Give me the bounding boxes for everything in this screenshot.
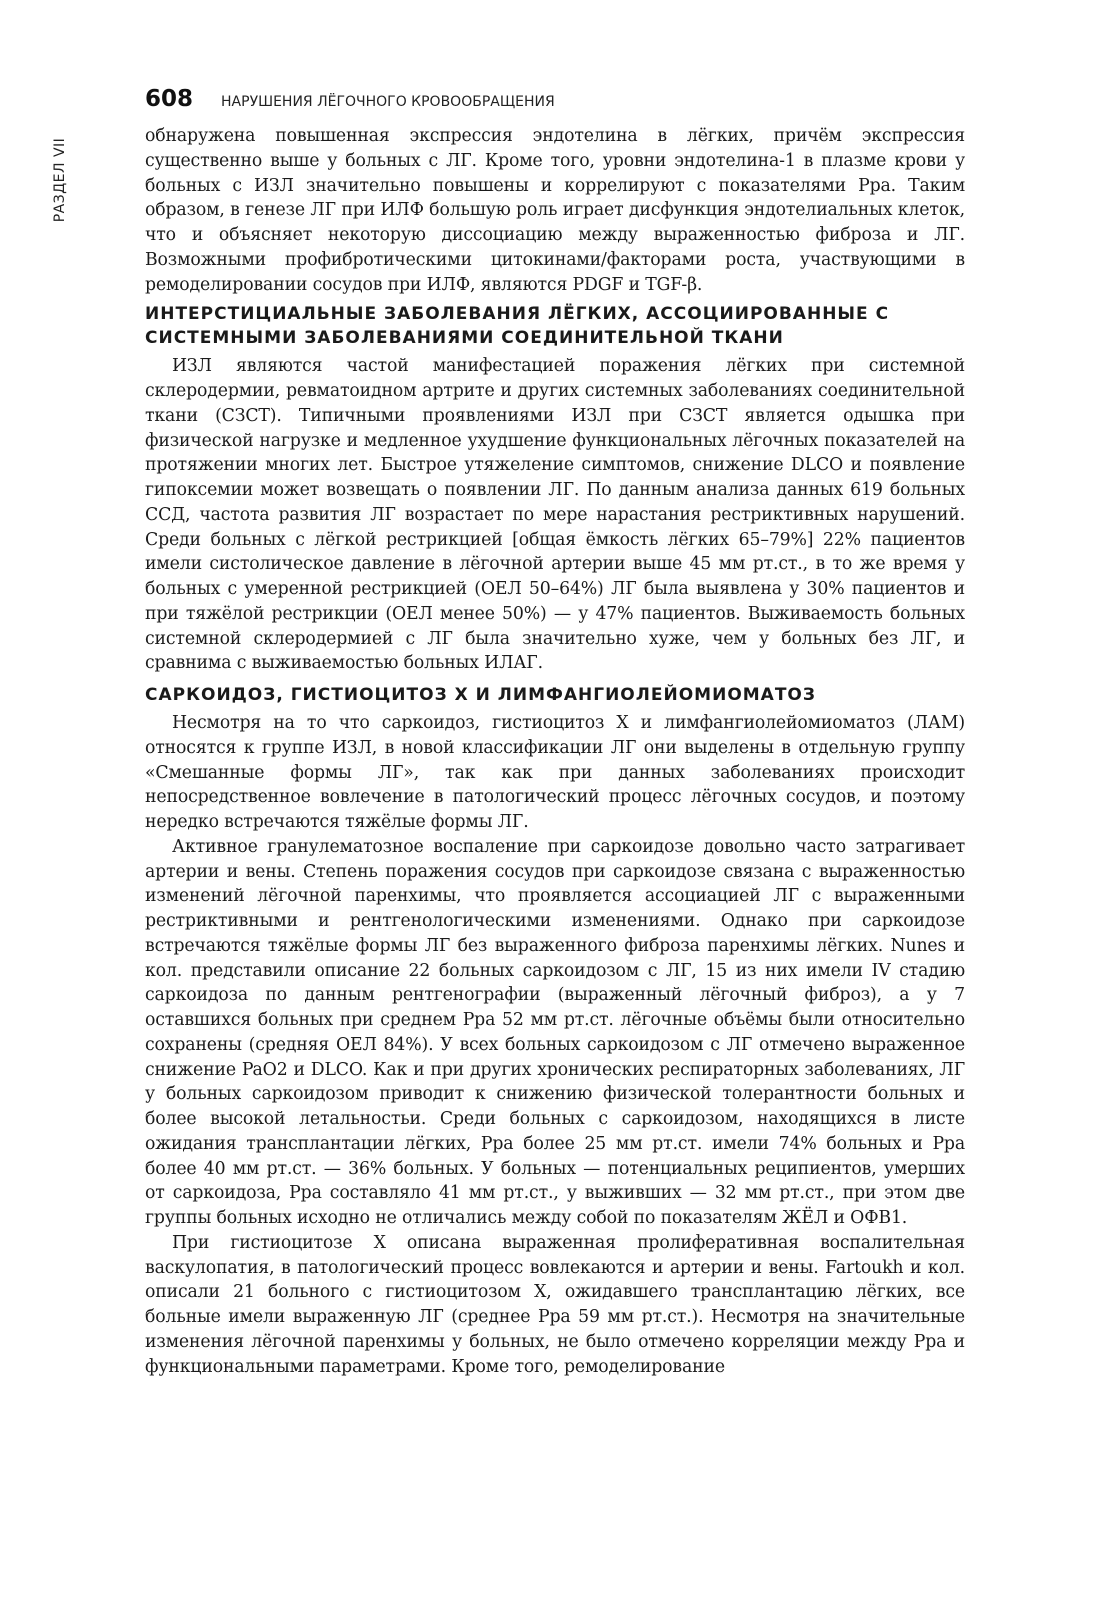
running-title: НАРУШЕНИЯ ЛЁГОЧНОГО КРОВООБРАЩЕНИЯ: [221, 94, 555, 110]
page-header: [145, 86, 965, 112]
section-side-label: РАЗДЕЛ VII: [52, 137, 68, 223]
page-number: 608: [145, 86, 194, 112]
body-paragraph: Несмотря на то что саркоидоз, гистиоцитоз X и лимфангиолейомиоматоз (ЛАМ) относятся к группе ИЗЛ, в новой классификации ЛГ они выделены в отдельную группу «Смешанные формы ЛГ», так как при данных заболеваниях происходит непосредственное вовлечение в патологический процесс лёгочных сосудов, и поэтому нередко встречаются тяжёлые формы ЛГ.: [145, 713, 965, 832]
body-paragraph: обнаружена повышенная экспрессия эндотелина в лёгких, причём экспрессия существенно выше у больных с ЛГ. Кроме того, уровни эндотелина-1 в плазме крови у больных с ИЗЛ значительно повышены и коррелируют с показателями Ppa. Таким образом, в генезе ЛГ при ИЛФ большую роль играет дисфункция эндотелиальных клеток, что и объясняет некоторую диссоциацию между выраженностью фиброза и ЛГ. Возможными профибротическими цитокинами/факторами роста, участвующими в ремоделировании сосудов при ИЛФ, являются PDGF и TGF-β.: [145, 126, 965, 295]
body-paragraph: При гистиоцитозе X описана выраженная пролиферативная воспалительная васкулопатия, в патологический процесс вовлекаются и артерии и вены. Fartoukh и кол. описали 21 больного с гистиоцитозом X, ожидавшего трансплантацию лёгких, все больные имели выраженную ЛГ (среднее Ppa 59 мм рт.ст.). Несмотря на значительные изменения лёгочной паренхимы у больных, не было отмечено корреляции между Ppa и функциональными параметрами. Кроме того, ремоделирование: [145, 1232, 965, 1377]
page-body: [145, 124, 965, 1379]
section-heading: ИНТЕРСТИЦИАЛЬНЫЕ ЗАБОЛЕВАНИЯ ЛЁГКИХ, АССОЦИИРОВАННЫЕ С СИСТЕМНЫМИ ЗАБОЛЕВАНИЯМИ СОЕДИНИТЕЛЬНОЙ ТКАНИ: [145, 304, 890, 349]
body-paragraph: ИЗЛ являются частой манифестацией поражения лёгких при системной склеродермии, ревматоидном артрите и других системных заболеваниях соединительной ткани (СЗСТ). Типичными проявлениями ИЗЛ при СЗСТ является одышка при физической нагрузке и медленное ухудшение функциональных лёгочных показателей на протяжении многих лет. Быстрое утяжеление симптомов, снижение DLCO и появление гипоксемии может возвещать о появлении ЛГ. По данным анализа данных 619 больных ССД, частота развития ЛГ возрастает по мере нарастания рестриктивных нарушений. Среди больных с лёгкой рестрикцией [общая ёмкость лёгких 65–79%] 22% пациентов имели систолическое давление в лёгочной артерии выше 45 мм рт.ст., в то же время у больных с умеренной рестрикцией (ОЕЛ 50–64%) ЛГ была выявлена у 30% пациентов и при тяжёлой рестрикции (ОЕЛ менее 50%) — у 47% пациентов. Выживаемость больных системной склеродермией с ЛГ была значительно хуже, чем у больных без ЛГ, и сравнима с выживаемостью больных ИЛАГ.: [145, 356, 965, 674]
body-paragraph: Активное гранулематозное воспаление при саркоидозе довольно часто затрагивает артерии и вены. Степень поражения сосудов при саркоидозе связана с выраженностью изменений лёгочной паренхимы, что проявляется ассоциацией ЛГ с выраженными рестриктивными и рентгенологическими изменениями. Однако при саркоидозе встречаются тяжёлые формы ЛГ без выраженного фиброза паренхимы лёгких. Nunes и кол. представили описание 22 больных саркоидозом с ЛГ, 15 из них имели IV стадию саркоидоза по данным рентгенографии (выраженный лёгочный фиброз), а у 7 оставшихся больных при среднем Ppa 52 мм рт.ст. лёгочные объёмы были относительно сохранены (средняя ОЕЛ 84%). У всех больных саркоидозом с ЛГ отмечено выраженное снижение PaO2 и DLCO. Как и при других хронических респираторных заболеваниях, ЛГ у больных саркоидозом приводит к снижению физической толерантности больных и более высокой летальностьи. Среди больных с саркоидозом, находящихся в листе ожидания трансплантации лёгких, Ppa более 25 мм рт.ст. имели 74% больных и Ppa более 40 мм рт.ст. — 36% больных. У больных — потенциальных реципиентов, умерших от саркоидоза, Ppa составляло 41 мм рт.ст., у выживших — 32 мм рт.ст., при этом две группы больных исходно не отличались между собой по показателям ЖЁЛ и ОФВ1.: [145, 836, 965, 1228]
section-heading: САРКОИДОЗ, ГИСТИОЦИТОЗ X И ЛИМФАНГИОЛЕЙОМИОМАТОЗ: [145, 685, 816, 705]
